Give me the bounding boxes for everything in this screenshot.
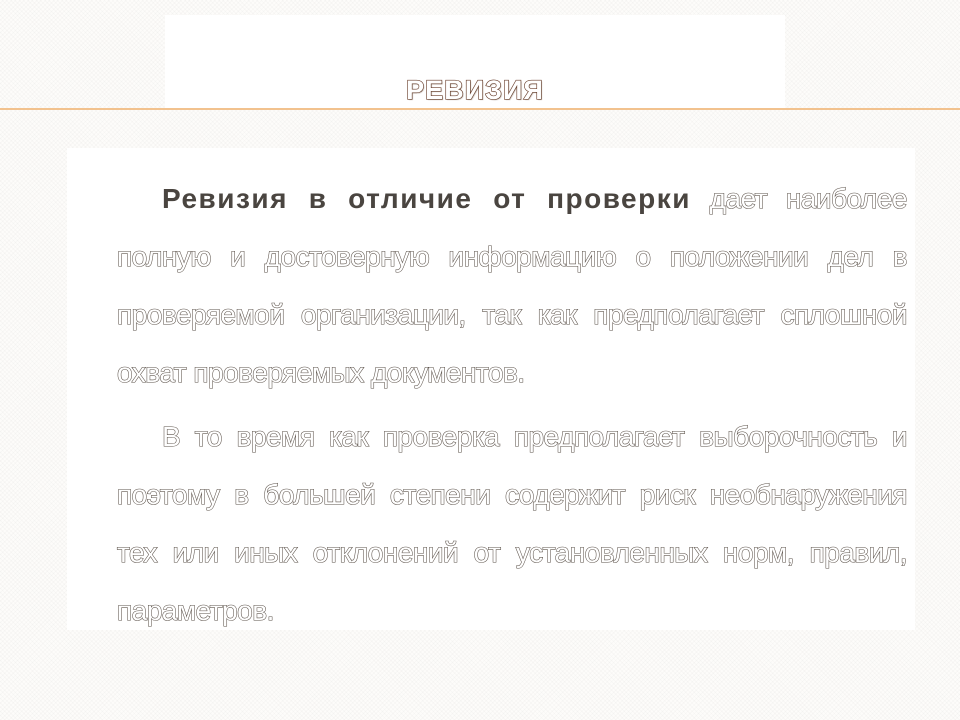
paragraph-1-lead: Ревизия в отличие от проверки (162, 183, 691, 214)
slide-title: РЕВИЗИЯ (406, 75, 544, 105)
title-panel (165, 15, 785, 109)
paragraph-1-rest: дает наиболее полную и достоверную информацию о положении дел в проверяемой организации, так как предполагает сплошной охват проверяемых документов. (117, 183, 907, 388)
paragraph-1 (117, 170, 907, 402)
header-divider (0, 108, 960, 110)
body-text (117, 170, 907, 640)
paragraph-2: В то время как проверка предполагает выборочность и поэтому в большей степени содержит риск необнаружения тех или иных отклонений от установленных норм, правил, параметров. (117, 421, 907, 626)
